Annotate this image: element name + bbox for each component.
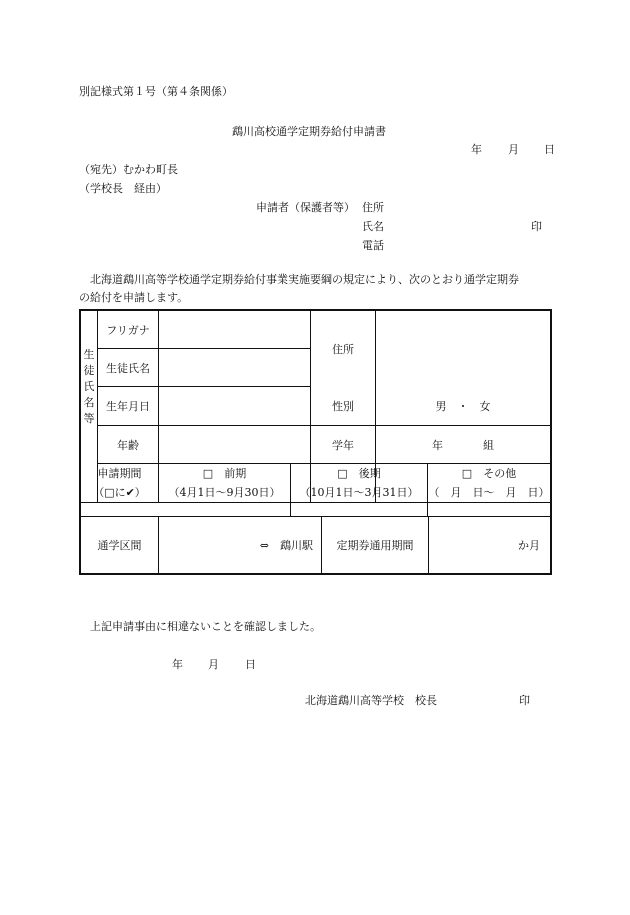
furigana-field[interactable] bbox=[159, 311, 310, 348]
confirmation-date-year: 年 bbox=[172, 658, 183, 671]
applicant-label: 申請者（保護者等） bbox=[256, 201, 355, 214]
date-month-label: 月 bbox=[508, 143, 519, 156]
intro-line-1: 北海道鵡川高等学校通学定期券給付事業実施要綱の規定により、次のとおり通学定期券 bbox=[90, 273, 519, 286]
confirmation-text: 上記申請事由に相違ないことを確認しました。 bbox=[90, 620, 321, 633]
via-principal: （学校長 経由） bbox=[79, 182, 167, 195]
address-field[interactable] bbox=[376, 311, 550, 386]
birthdate-field[interactable] bbox=[159, 387, 310, 425]
period-other-option[interactable]: □ その他 （ 月 日～ 月 日） bbox=[428, 467, 550, 499]
intro-line-2: の給付を申請します。 bbox=[79, 291, 189, 304]
grade-field[interactable]: 年 組 bbox=[432, 438, 494, 452]
age-field[interactable] bbox=[159, 426, 310, 463]
grade-label: 学年 bbox=[332, 438, 354, 452]
document-title: 鵡川高校通学定期券給付申請書 bbox=[232, 125, 386, 138]
applicant-address-label: 住所 bbox=[362, 201, 384, 214]
principal-seal: 印 bbox=[519, 694, 530, 707]
form-number: 別記様式第１号（第４条関係） bbox=[79, 85, 233, 98]
birthdate-label: 生年月日 bbox=[106, 400, 150, 413]
student-info-group-label: 生 徒 氏 名 等 bbox=[83, 348, 95, 425]
age-label: 年齢 bbox=[117, 438, 139, 452]
period-label: 申請期間 （□に✔） bbox=[81, 464, 158, 502]
principal-signature-line: 北海道鵡川高等学校 校長 bbox=[305, 694, 437, 707]
applicant-seal: 印 bbox=[531, 220, 542, 233]
student-name-label: 生徒氏名 bbox=[106, 361, 150, 375]
student-name-field[interactable] bbox=[159, 349, 310, 386]
pass-period-label: 定期券通用期間 bbox=[336, 539, 414, 552]
application-table bbox=[79, 309, 552, 575]
furigana-label: フリガナ bbox=[106, 323, 150, 337]
gender-label: 性別 bbox=[332, 400, 354, 413]
address-label: 住所 bbox=[332, 342, 354, 356]
gender-options[interactable]: 男 ・ 女 bbox=[435, 400, 491, 413]
date-year-label: 年 bbox=[471, 143, 482, 156]
period-first-option[interactable]: □ 前期 （4月1日～9月30日） bbox=[168, 467, 281, 499]
confirmation-date-day: 日 bbox=[245, 658, 256, 671]
period-second-option[interactable]: □ 後期 （10月1日～3月31日） bbox=[299, 467, 419, 499]
period-hint: （□に✔） bbox=[93, 486, 146, 499]
pass-period-field[interactable]: か月 bbox=[518, 539, 540, 552]
confirmation-date-month: 月 bbox=[208, 658, 219, 671]
applicant-name-label: 氏名 bbox=[362, 220, 384, 233]
applicant-phone-label: 電話 bbox=[362, 239, 384, 252]
commute-label: 通学区間 bbox=[97, 539, 142, 552]
date-day-label: 日 bbox=[544, 143, 555, 156]
addressee: （宛先）むかわ町長 bbox=[79, 163, 178, 176]
commute-field[interactable]: ⇔ 鵡川駅 bbox=[259, 539, 313, 552]
